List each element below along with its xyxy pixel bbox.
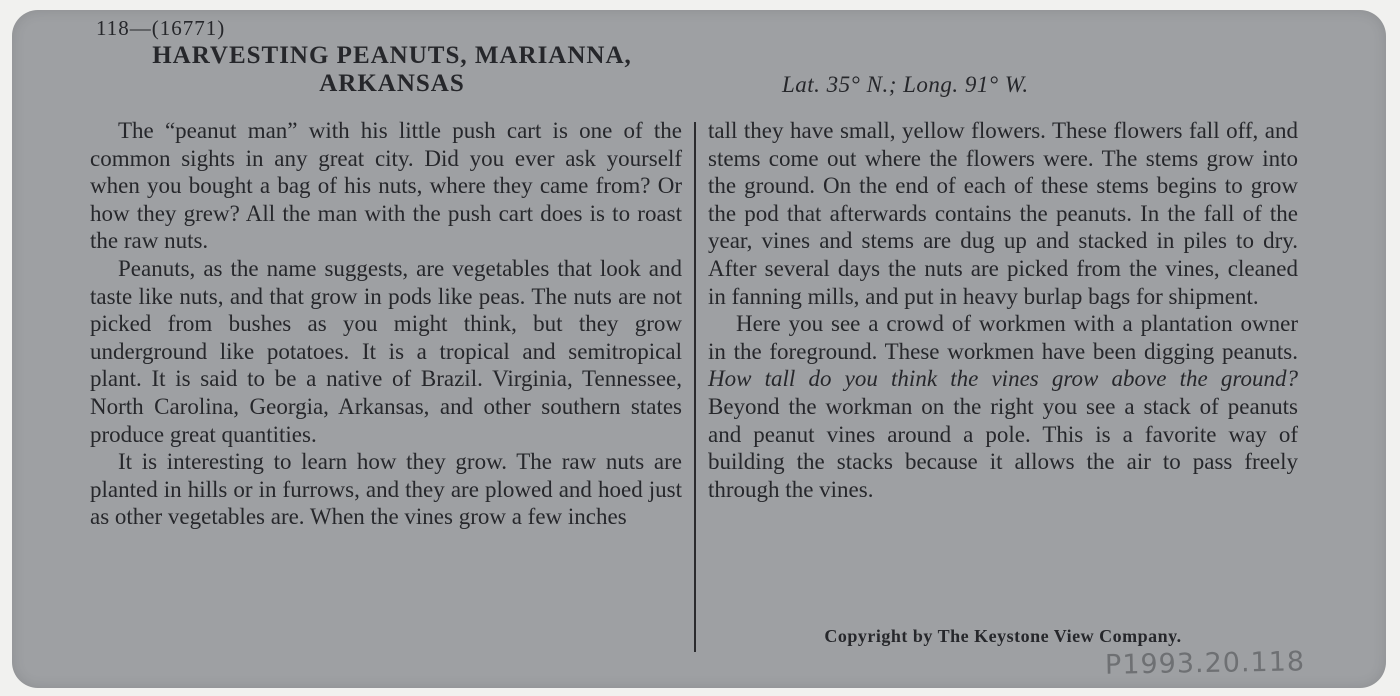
card-title xyxy=(92,42,692,98)
column-divider xyxy=(694,122,696,652)
paragraph: The “peanut man” with his little push cart is one of the common sights in any great city. Did you ever ask yourself when you bought a bag of his nuts, where they came from? Or how they grew? All the man with the push cart does is to roast the raw nuts. xyxy=(90,118,682,254)
stereocard-back xyxy=(12,10,1386,688)
title-line-2: ARKANSAS xyxy=(319,70,465,97)
text-run: Beyond the workman on the right you see a stack of peanuts and peanut vines around a pole. This is a favorite way of building the stacks because it allows the air to pass freely through the vines. xyxy=(708,393,1298,502)
coordinates: Lat. 35° N.; Long. 91° W. xyxy=(782,72,1029,97)
paragraph: It is interesting to learn how they grow. The raw nuts are planted in hills or in furrows, and they are plowed and hoed just as other vegetables are. When the vines grow a few inches xyxy=(90,449,682,530)
question-italic: How tall do you think the vines grow above the ground? xyxy=(708,366,1298,392)
right-column xyxy=(708,117,1298,503)
text-run: Here you see a crowd of workmen with a plantation owner in the foreground. These workmen have been digging peanuts. xyxy=(708,311,1298,364)
left-column xyxy=(90,117,682,531)
card-number: 118—(16771) xyxy=(96,16,226,40)
copyright: Copyright by The Keystone View Company. xyxy=(824,626,1182,646)
paragraph: Peanuts, as the name suggests, are vegetables that look and taste like nuts, and that grow in pods like peas. The nuts are not picked from bushes as you might think, but they grow underground like potatoes. It is a tropical and semitropical plant. It is said to be a native of Brazil. Virginia, Tennessee, North Carolina, Georgia, Arkansas, and other southern states produce great quantities. xyxy=(90,255,682,447)
catalog-mark: P1993.20.118 xyxy=(1104,646,1306,681)
paragraph xyxy=(708,310,1298,503)
paragraph: tall they have small, yellow flowers. These flowers fall off, and stems come out where the flowers were. The stems grow into the ground. On the end of each of these stems begins to grow the pod that afterwards contains the peanuts. In the fall of the year, vines and stems are dug up and stacked in piles to dry. After several days the nuts are picked from the vines, cleaned in fanning mills, and put in heavy burlap bags for shipment. xyxy=(708,118,1298,309)
title-line-1: HARVESTING PEANUTS, MARIANNA, xyxy=(152,42,632,69)
